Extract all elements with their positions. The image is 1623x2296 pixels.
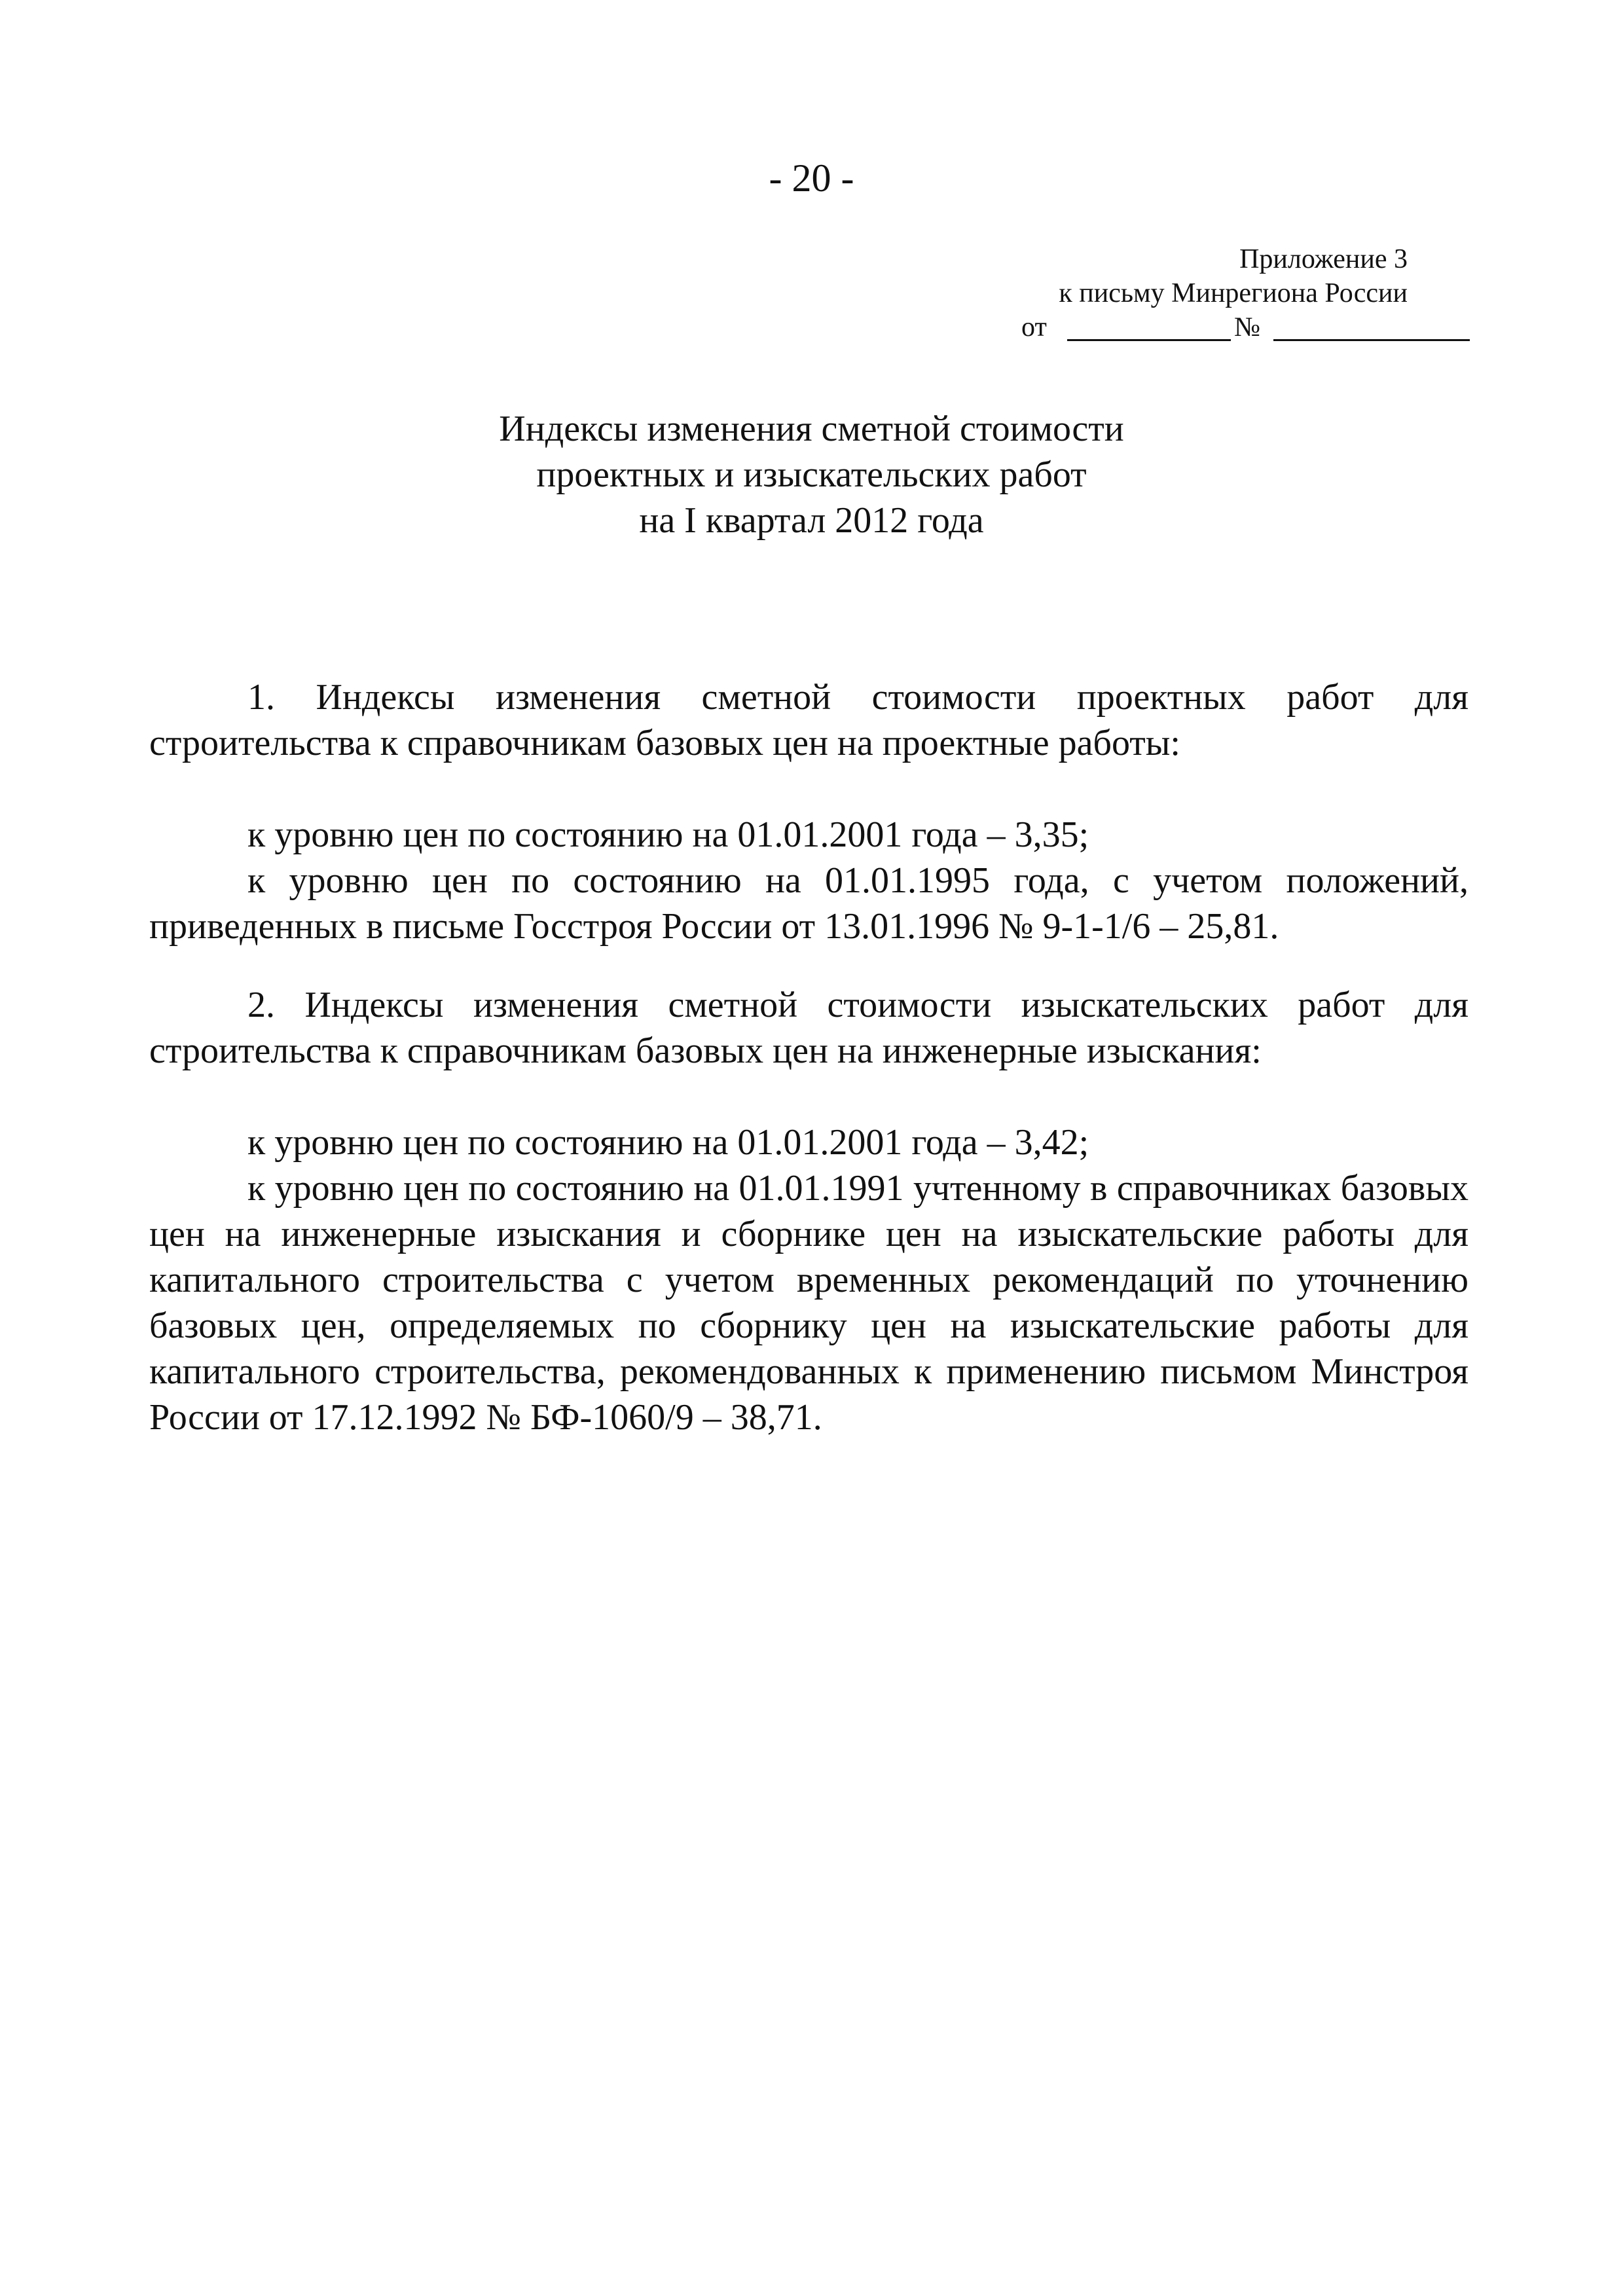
section-2 [149, 982, 1468, 1440]
section-1 [149, 674, 1468, 949]
appendix-title: Приложение 3 [1239, 244, 1408, 274]
section-1-item-2: к уровню цен по состоянию на 01.01.1995 года, с учетом положений, приведенных в письме Госстроя России от 13.01.1996 № 9-1-1/6 – 25,81. [149, 860, 1468, 947]
appendix-date-number-line [1021, 310, 1440, 347]
number-blank-line [1273, 339, 1470, 341]
section-1-intro: 1. Индексы изменения сметной стоимости проектных работ для строительства к справочникам базовых цен на проектные работы: [149, 677, 1468, 763]
title-line-3: на I квартал 2012 года [639, 500, 984, 541]
appendix-reference: к письму Минрегиона России [1059, 278, 1408, 308]
document-title [0, 406, 1623, 543]
number-label: № [1234, 312, 1261, 342]
page-number: - 20 - [769, 156, 854, 200]
date-blank-line [1067, 339, 1231, 341]
section-2-item-2: к уровню цен по состоянию на 01.01.1991 учтенному в справочниках базовых цен на инженерные изыскания и сборнике цен на изыскательские работы для капитального строительства с учетом временных рекомендаций по уточнению базовых цен, определяемых по сборнику цен на изыскательские работы для капитального строительства, рекомендованных к применению письмом Минстроя России от 17.12.1992 № БФ-1060/9 – 38,71. [149, 1168, 1468, 1438]
section-2-intro: 2. Индексы изменения сметной стоимости изыскательских работ для строительства к справочникам базовых цен на инженерные изыскания: [149, 985, 1468, 1071]
section-1-item-1: к уровню цен по состоянию на 01.01.2001 года – 3,35; [247, 814, 1089, 855]
appendix-header [1021, 242, 1440, 347]
from-label: от [1021, 312, 1047, 342]
title-line-1: Индексы изменения сметной стоимости [499, 409, 1124, 449]
title-line-2: проектных и изыскательских работ [536, 454, 1087, 495]
section-2-item-1: к уровню цен по состоянию на 01.01.2001 года – 3,42; [247, 1122, 1089, 1163]
